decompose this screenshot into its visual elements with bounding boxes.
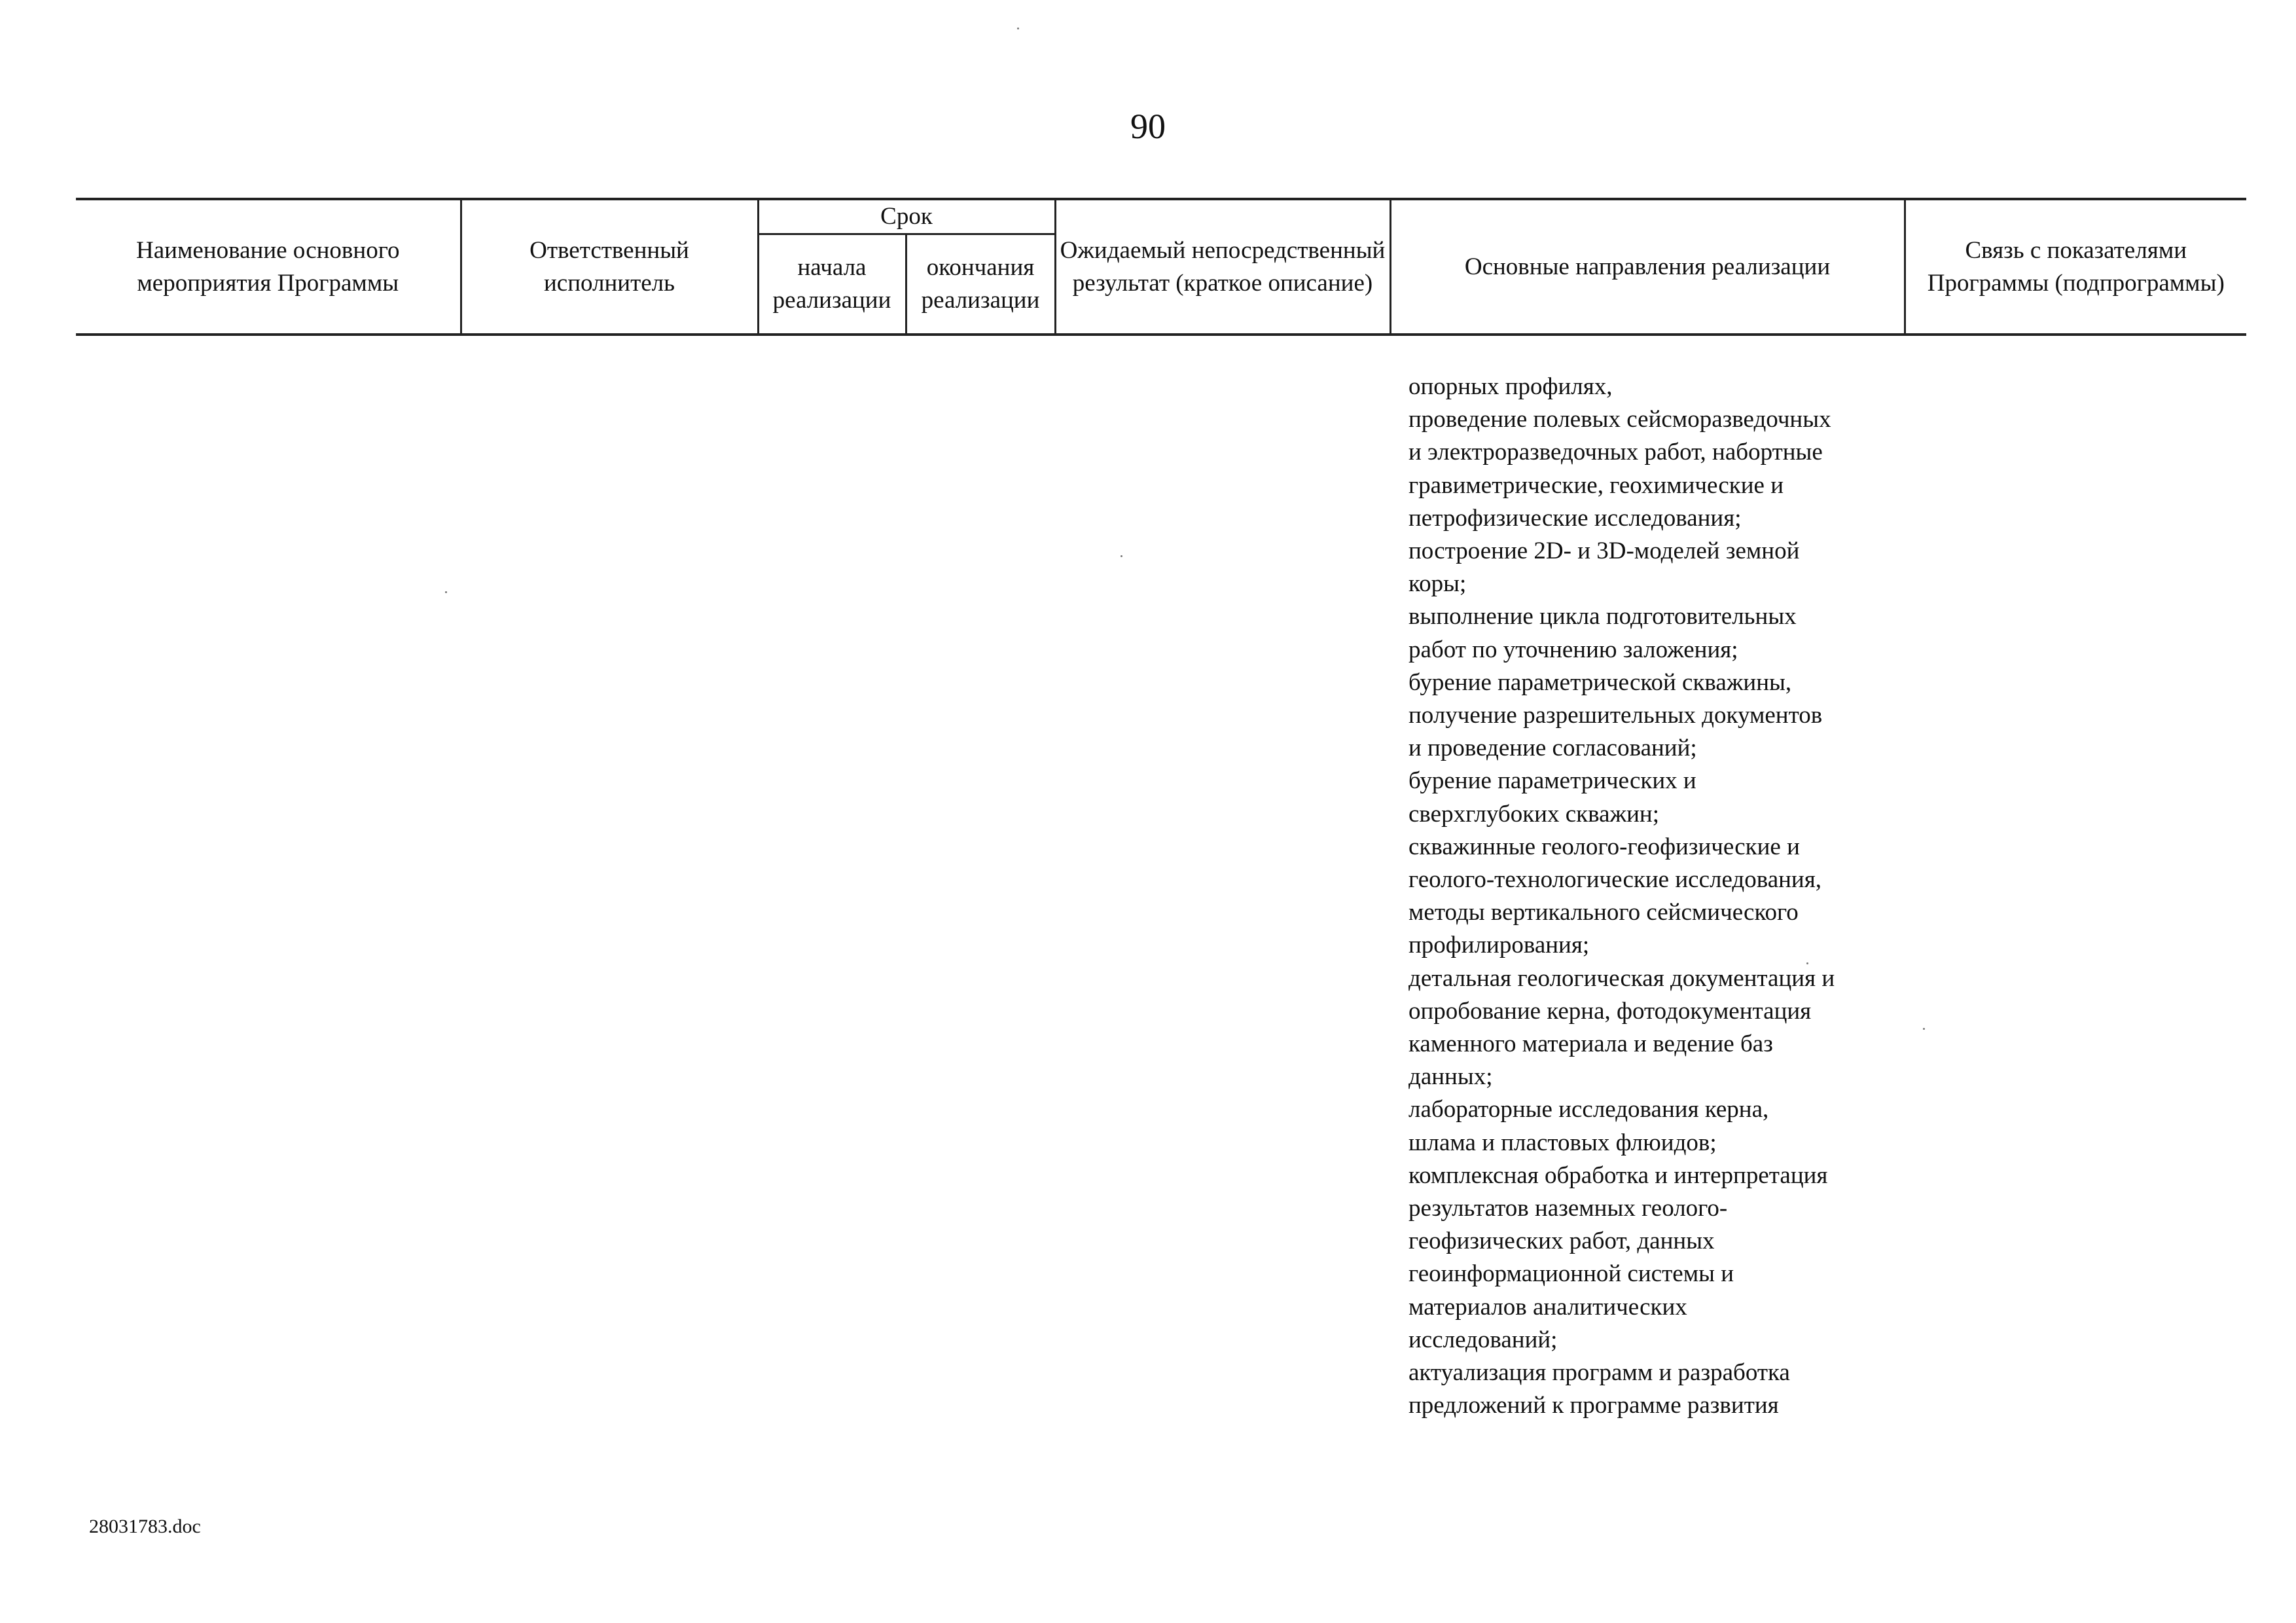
directions-line: комплексная обработка и интерпретация [1408, 1161, 1828, 1189]
header-activity-name: Наименование основного мероприятия Программы [76, 199, 461, 335]
scan-speck [1017, 27, 1019, 29]
directions-line: материалов аналитических [1408, 1293, 1687, 1321]
directions-line: профилирования; [1408, 932, 1590, 959]
directions-line: опорных профилях, [1408, 373, 1613, 400]
header-main-directions: Основные направления реализации [1390, 199, 1905, 335]
footer-filename: 28031783.doc [89, 1516, 201, 1537]
directions-line: петрофизические исследования; [1408, 504, 1742, 532]
directions-line: исследований; [1408, 1326, 1558, 1353]
directions-line: бурение параметрической скважины, [1408, 668, 1792, 696]
directions-line: получение разрешительных документов [1408, 702, 1823, 729]
header-expected-result: Ожидаемый непосредственный результат (краткое описание) [1055, 199, 1390, 335]
directions-line: бурение параметрических и [1408, 767, 1696, 795]
directions-line: геоинформационной системы и [1408, 1260, 1734, 1288]
directions-line: геофизических работ, данных [1408, 1228, 1715, 1255]
scan-speck [445, 591, 447, 593]
page-number: 90 [1130, 107, 1166, 146]
directions-line: каменного материала и ведение баз [1408, 1030, 1773, 1058]
directions-line: выполнение цикла подготовительных [1408, 603, 1797, 630]
directions-line: предложений к программе развития [1408, 1392, 1779, 1419]
scan-speck [1121, 555, 1122, 557]
directions-line: сверхглубоких скважин; [1408, 800, 1659, 828]
program-table-header [76, 198, 2246, 336]
header-term: Срок [758, 199, 1055, 234]
directions-line: методы вертикального сейсмического [1408, 899, 1799, 926]
directions-line: работ по уточнению заложения; [1408, 636, 1738, 663]
main-directions-text [1408, 371, 1919, 1423]
directions-line: построение 2D- и 3D-моделей земной [1408, 538, 1800, 565]
header-term-start: начала реализации [758, 234, 906, 335]
header-program-indicators-link: Связь с показателями Программы (подпрограммы) [1905, 199, 2246, 335]
directions-line: коры; [1408, 570, 1467, 598]
directions-line: результатов наземных геолого- [1408, 1195, 1728, 1222]
directions-line: геолого-технологические исследования, [1408, 866, 1821, 894]
directions-line: лабораторные исследования керна, [1408, 1096, 1769, 1123]
header-responsible-executor: Ответственный исполнитель [461, 199, 758, 335]
directions-line: опробование керна, фотодокументация [1408, 997, 1812, 1025]
directions-line: скважинные геолого-геофизические и [1408, 833, 1800, 860]
scan-speck [1806, 962, 1808, 964]
directions-line: и электроразведочных работ, набортные [1408, 439, 1823, 466]
directions-line: гравиметрические, геохимические и [1408, 471, 1784, 499]
scan-speck [1923, 1028, 1925, 1030]
directions-line: проведение полевых сейсморазведочных [1408, 406, 1831, 433]
directions-line: актуализация программ и разработка [1408, 1359, 1790, 1387]
directions-line: данных; [1408, 1063, 1493, 1091]
directions-line: и проведение согласований; [1408, 735, 1697, 762]
directions-line: детальная геологическая документация и [1408, 964, 1835, 992]
directions-line: шлама и пластовых флюидов; [1408, 1129, 1717, 1156]
header-term-end: окончания реализации [906, 234, 1055, 335]
